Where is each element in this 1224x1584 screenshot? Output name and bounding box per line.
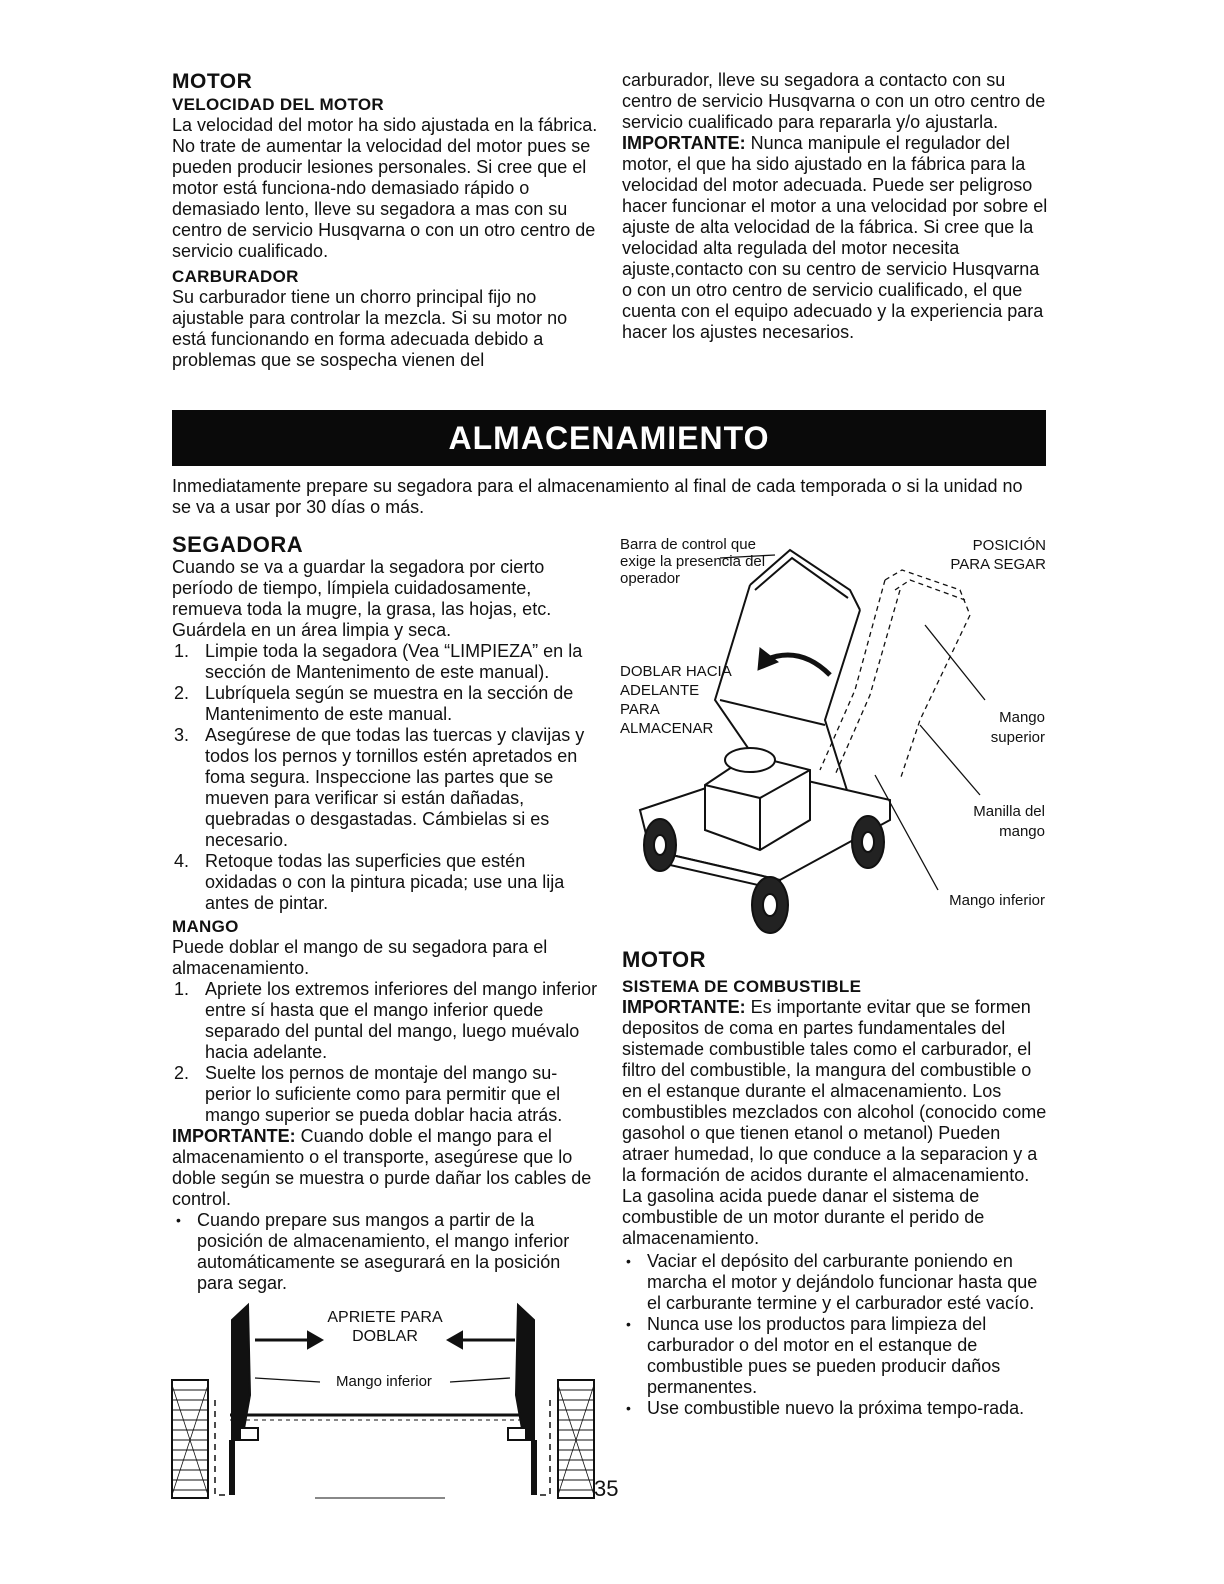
- storage-banner: [172, 410, 1046, 466]
- important-label: IMPORTANTE:: [622, 133, 746, 153]
- handle-squeeze-figure: [170, 1300, 600, 1505]
- motor-speed-section: [172, 70, 602, 371]
- mango-important-text: IMPORTANTE: Cuando doble el mango para el almacenamiento o el transporte, asegúrese que lo doble según se muestra o purde dañar los cables de control.: [172, 1126, 592, 1209]
- fuel-system-subheading: SISTEMA DE COMBUSTIBLE: [622, 977, 862, 996]
- list-item: • Nunca use los productos para limpieza del carburador o del motor en el estanque de combustible pues se pueden producir daños permanentes.: [622, 1314, 1050, 1398]
- page-number: 35: [594, 1476, 619, 1501]
- fuel-system-section: [622, 948, 1050, 1419]
- important-body: Nunca manipule el regulador del motor, el que ha sido ajustado en la fábrica para la velocidad del motor adecuada. Puede ser peligroso hacer funcionar el motor a una velocidad por sobre el ajuste de alta velocidad de la fábrica. Si cree que la velocidad alta regulada del motor necesita ajuste,contacto con su centro de servicio Husqvarna o con un otro centro de servicio cualificado, el que cuenta con el equipo adecuado y la experiencia para hacer los ajustes necesarios.: [622, 133, 1048, 342]
- mango-text: Puede doblar el mango de su segadora para el almacenamiento.: [172, 937, 548, 978]
- motor-speed-subheading: VELOCIDAD DEL MOTOR: [172, 95, 384, 114]
- segadora-steps: [172, 641, 600, 914]
- list-item: 2. Suelte los pernos de montaje del mango su-perior lo suficiente como para permitir que el mango superior se pueda doblar hacia atrás.: [174, 1063, 563, 1125]
- fuel-important-text: IMPORTANTE: Es importante evitar que se formen depositos de coma en partes fundamentales del sistemade combustible tales como el carburador, el filtro del combustible, la mangura del combustible o en el estanque durante el almacenamiento. Los combustibles mezclados con alcohol (conocido come gasohol o que tienen etanol o metanol) Pueden atraer humedad, lo que conduce a la separacion y a la formación de acidos durante el almacenamiento. La gasolina acida puede danar el sistema de combustible de un motor durante el perido de almacenamiento.: [622, 997, 1047, 1248]
- list-item: 1. Apriete los extremos inferiores del mango inferior entre sí hasta que el mango inferior quede separado del puntal del mango, luego muévalo hacia adelante.: [174, 979, 598, 1062]
- motor-heading: MOTOR: [172, 70, 253, 93]
- list-item: 1. Limpie toda la segadora (Vea “LIMPIEZA” en la sección de Mantenimento de este manual).: [174, 641, 583, 682]
- label-doblar-adelante: DOBLAR HACIA ADELANTE PARA ALMACENAR: [620, 663, 731, 737]
- list-item: 2. Lubríquela según se muestra en la sección de Mantenimento de este manual.: [174, 683, 574, 724]
- carburetor-subheading: CARBURADOR: [172, 267, 299, 286]
- label-posicion-segar: POSICIÓN PARA SEGAR: [950, 537, 1046, 573]
- governor-important-text: [622, 133, 1050, 343]
- list-item: 3. Asegúrese de que todas las tuercas y clavijas y todos los pernos y tornillos estén apretados en foma segura. Inspeccione las partes que se mueven para verificar si están dañadas, quebradas o desgastadas. Cámbielas si es necesario.: [174, 725, 585, 850]
- motor-speed-text: La velocidad del motor ha sido ajustada en la fábrica. No trate de aumentar la velocidad del motor pues se pueden producir lesiones personales. Si cree que el motor está funciona-ndo demasiado rápido o demasiado lento, lleve su segadora a mas con su centro de servicio Husqvarna o con un otro centro de servicio cualificado.: [172, 115, 598, 261]
- label-mango-inferior-2: Mango inferior: [336, 1373, 432, 1390]
- label-manilla-mango: Manilla del mango: [973, 803, 1045, 840]
- mower-fold-figure: [620, 530, 1050, 940]
- mango-steps: [172, 979, 600, 1126]
- mango-bullets: [172, 1210, 600, 1294]
- fuel-bullets: [622, 1251, 1050, 1419]
- motor-heading-2: MOTOR: [622, 947, 706, 972]
- label-barra-control: Barra de control que exige la presencia del operador: [620, 536, 766, 587]
- carburetor-text: Su carburador tiene un chorro principal fijo no ajustable para controlar la mezcla. Si su motor no está funcionando en forma adecuada debido a problemas que se sospecha vienen del: [172, 287, 568, 370]
- mower-storage-section: [172, 533, 600, 1294]
- list-item: 4. Retoque todas las superficies que estén oxidadas o con la pintura picada; use una lija antes de pintar.: [174, 851, 565, 913]
- list-item: • Use combustible nuevo la próxima tempo-rada.: [622, 1398, 1050, 1419]
- label-mango-superior: Mango superior: [990, 709, 1045, 746]
- storage-intro: Inmediatamente prepare su segadora para el almacenamiento al final de cada temporada o si la unidad no se va a usar por 30 días o más.: [172, 476, 1023, 517]
- list-item: • Vaciar el depósito del carburante poniendo en marcha el motor y dejándolo funcionar hasta que el carburante termine y el carburador esté vacío.: [622, 1251, 1050, 1314]
- label-mango-inferior: Mango inferior: [949, 892, 1045, 909]
- carburetor-continued-text: carburador, lleve su segadora a contacto con su centro de servicio Husqvarna o con un otro centro de servicio cualificado para repararla y/o ajustarla.: [622, 70, 1046, 132]
- list-item: • Cuando prepare sus mangos a partir de la posición de almacenamiento, el mango inferior automáticamente se asegurará en la posición para segar.: [172, 1210, 600, 1294]
- label-apriete-doblar: APRIETE PARA DOBLAR: [327, 1309, 443, 1345]
- mango-heading: MANGO: [172, 917, 239, 936]
- segadora-heading: SEGADORA: [172, 532, 304, 557]
- segadora-text: Cuando se va a guardar la segadora por cierto período de tiempo, límpiela cuidadosamente, remueva toda la mugre, la grasa, las hojas, etc. Guárdela en un área limpia y seca.: [172, 557, 552, 640]
- carburetor-continued-section: [622, 70, 1050, 343]
- banner-title: ALMACENAMIENTO: [448, 420, 770, 456]
